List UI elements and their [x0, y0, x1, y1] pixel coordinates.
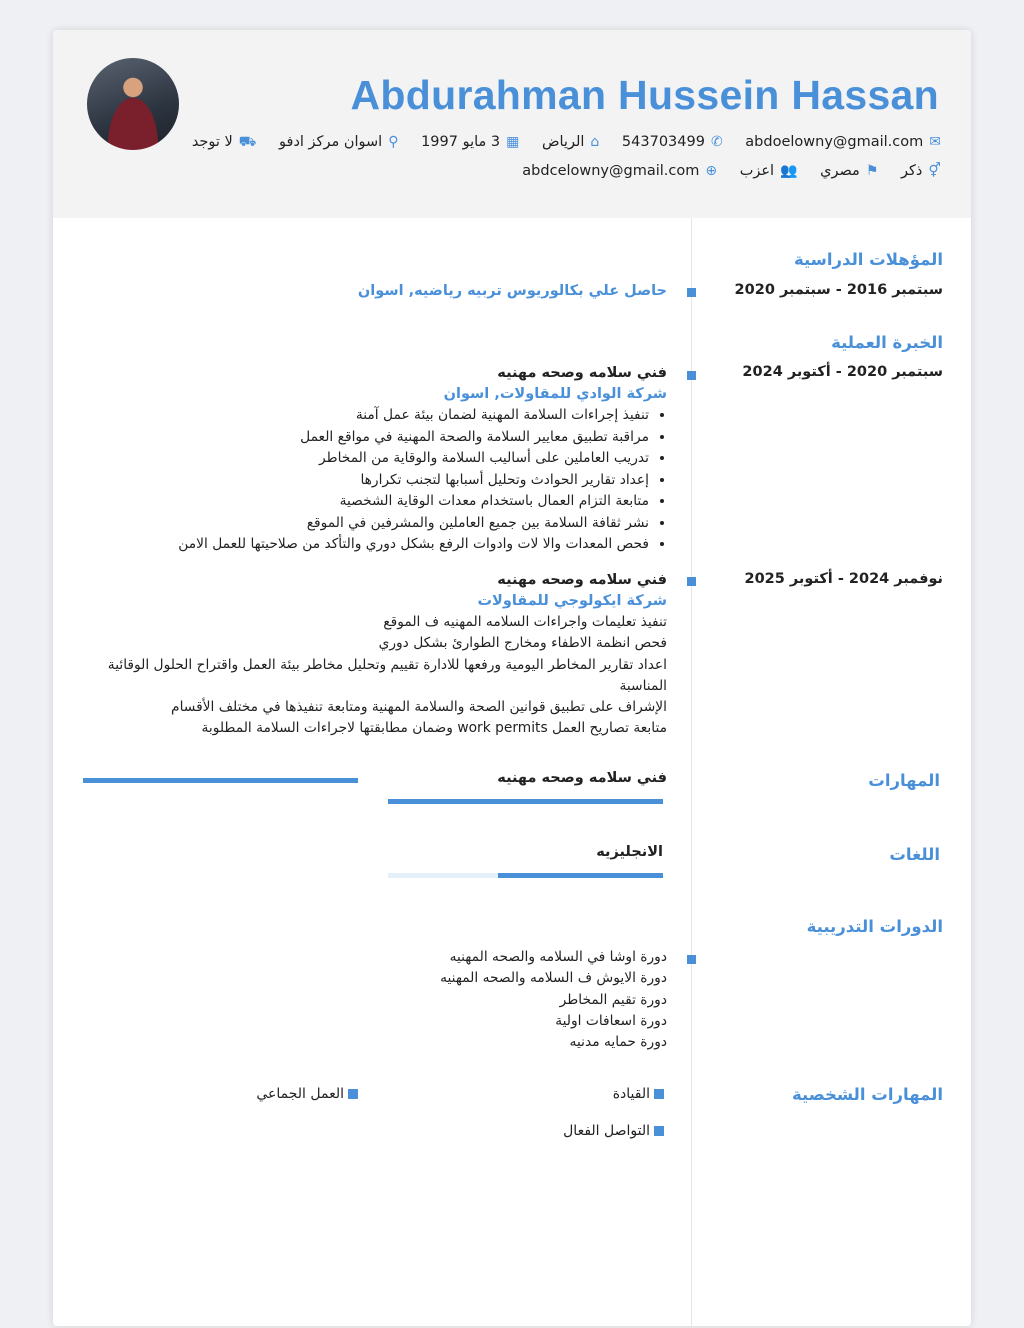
- contact-city: ⌂الرياض: [541, 134, 600, 150]
- section-title-soft-skills: المهارات الشخصية: [791, 1085, 943, 1104]
- courses-bullet: [687, 955, 696, 964]
- list-item: • متابعة التزام العمال باستخدام معدات الوقاية الشخصية: [178, 491, 649, 513]
- envelope-icon: ✉: [929, 134, 941, 150]
- list-item: دورة اوشا في السلامه والصحه المهنيه: [449, 949, 667, 965]
- contact-gender: ⚥ذكر: [900, 163, 941, 179]
- column-divider: [691, 218, 692, 1326]
- users-icon: 👥: [780, 163, 798, 179]
- phone-icon: ✆: [710, 134, 723, 150]
- gender-icon: ⚥: [928, 163, 941, 179]
- list-item: • نشر ثقافة السلامة بين جميع العاملين والمشرفين في الموقع: [178, 513, 649, 535]
- full-name: Abdurahman Hussein Hassan: [350, 72, 939, 118]
- list-item: الإشراف على تطبيق قوانين الصحة والسلامة المهنية ومتابعة تنفيذها في مختلف الأقسام: [171, 699, 667, 716]
- list-item: دورة تقيم المخاطر: [559, 991, 667, 1008]
- resume-page: [53, 30, 971, 1326]
- list-item: متابعة تصاريح العمل work permits وضمان مطابقتها لاجراءات السلامة المطلوبة: [201, 720, 667, 737]
- section-title-education: المؤهلات الدراسية: [793, 250, 943, 269]
- courses-list: [440, 947, 667, 1053]
- job-1-date: سبتمبر 2020 - أكتوبر 2024: [742, 364, 943, 380]
- soft-skill-3: التواصل الفعال: [563, 1123, 664, 1139]
- section-title-skills: المهارات: [868, 771, 940, 790]
- job-1-bullet: [687, 371, 696, 380]
- soft-skill-2: العمل الجماعي: [256, 1086, 358, 1102]
- list-item: • مراقبة تطبيق معايير السلامة والصحة المهنية في مواقع العمل: [178, 427, 649, 449]
- section-title-courses: الدورات التدريبية: [806, 917, 943, 936]
- job-1-title: فني سلامه وصحه مهنيه: [497, 365, 667, 381]
- soft-skill-1: القيادة: [613, 1086, 664, 1102]
- job-2-title: فني سلامه وصحه مهنيه: [497, 572, 667, 588]
- list-item: دورة اسعافات اولية: [555, 1012, 667, 1029]
- map-pin-icon: ⚲: [388, 134, 399, 150]
- list-item: دورة حمايه مدنيه: [569, 1034, 667, 1051]
- education-degree: حاصل علي بكالوريوس تربيه رياضيه, اسوان: [357, 283, 667, 299]
- skill-1-bar-track: [388, 799, 663, 804]
- skill-bar-decoration: [83, 778, 358, 783]
- list-item: تنفيذ تعليمات واجراءات السلامه المهنيه ف الموقع: [383, 614, 667, 630]
- contact-birthdate: ▦3 مايو 1997: [421, 134, 520, 150]
- contact-address: ⚲اسوان مركز ادفو: [279, 134, 399, 150]
- car-icon: ⛟: [238, 134, 257, 150]
- contact-email[interactable]: ✉abdoelowny@gmail.com: [745, 134, 941, 150]
- soft-skill-bullet: [654, 1126, 664, 1136]
- language-1-label: الانجليزيه: [596, 844, 663, 860]
- calendar-icon: ▦: [506, 134, 520, 150]
- job-1-duties: [178, 405, 667, 556]
- avatar: [87, 58, 179, 150]
- section-title-experience: الخبرة العملية: [831, 333, 943, 352]
- job-1-company: شركة الوادي للمقاولات, اسوان: [443, 386, 667, 402]
- skill-1-label: فني سلامه وصحه مهنيه: [497, 770, 667, 786]
- list-item: • فحص المعدات والا لات وادوات الرفع بشكل دوري والتأكد من صلاحيتها للعمل الامن: [178, 534, 649, 556]
- job-2-company: شركة ايكولوجي للمقاولات: [477, 593, 667, 609]
- contact-website[interactable]: ⊕abdcelowny@gmail.com: [522, 163, 718, 179]
- contact-line-2: [504, 163, 941, 179]
- resume-header: [53, 30, 971, 218]
- home-icon: ⌂: [590, 134, 600, 150]
- education-bullet: [687, 288, 696, 297]
- education-date: سبتمبر 2016 - سبتمبر 2020: [734, 282, 943, 298]
- skill-1-bar-fill: [388, 799, 663, 804]
- list-item: اعداد تقارير المخاطر اليومية ورفعها للادارة تقييم وتحليل مخاطر بيئة العمل واقتراح الحلول الوقائية المناسبة: [107, 656, 667, 694]
- language-1-bar-track: [388, 873, 663, 878]
- contact-marital: 👥اعزب: [739, 163, 798, 179]
- contact-license: ⛟لا توجد: [191, 134, 257, 150]
- list-item: • تدريب العاملين على أساليب السلامة والوقاية من المخاطر: [178, 448, 649, 470]
- soft-skill-bullet: [654, 1089, 664, 1099]
- list-item: دورة الايوش ف السلامه والصحه المهنيه: [440, 970, 667, 987]
- soft-skill-bullet: [348, 1089, 358, 1099]
- globe-icon: ⊕: [705, 163, 718, 179]
- list-item: فحص انظمة الاطفاء ومخارج الطوارئ بشكل دوري: [378, 635, 667, 652]
- list-item: • إعداد تقارير الحوادث وتحليل أسبابها لتجنب تكرارها: [178, 470, 649, 492]
- contact-nationality: ⚑مصري: [820, 163, 879, 179]
- job-1: [178, 363, 667, 556]
- contact-phone[interactable]: ✆543703499: [621, 134, 723, 150]
- contact-line-1: [174, 134, 941, 152]
- job-2-date: نوفمبر 2024 - أكتوبر 2025: [744, 571, 943, 587]
- flag-icon: ⚑: [865, 163, 879, 179]
- list-item: • تنفيذ إجراءات السلامة المهنية لضمان بيئة عمل آمنة: [178, 405, 649, 427]
- job-2-duties: [107, 612, 667, 740]
- section-title-languages: اللغات: [889, 845, 940, 864]
- language-1-bar-fill: [498, 873, 663, 878]
- job-2: [107, 570, 667, 740]
- job-2-bullet: [687, 577, 696, 586]
